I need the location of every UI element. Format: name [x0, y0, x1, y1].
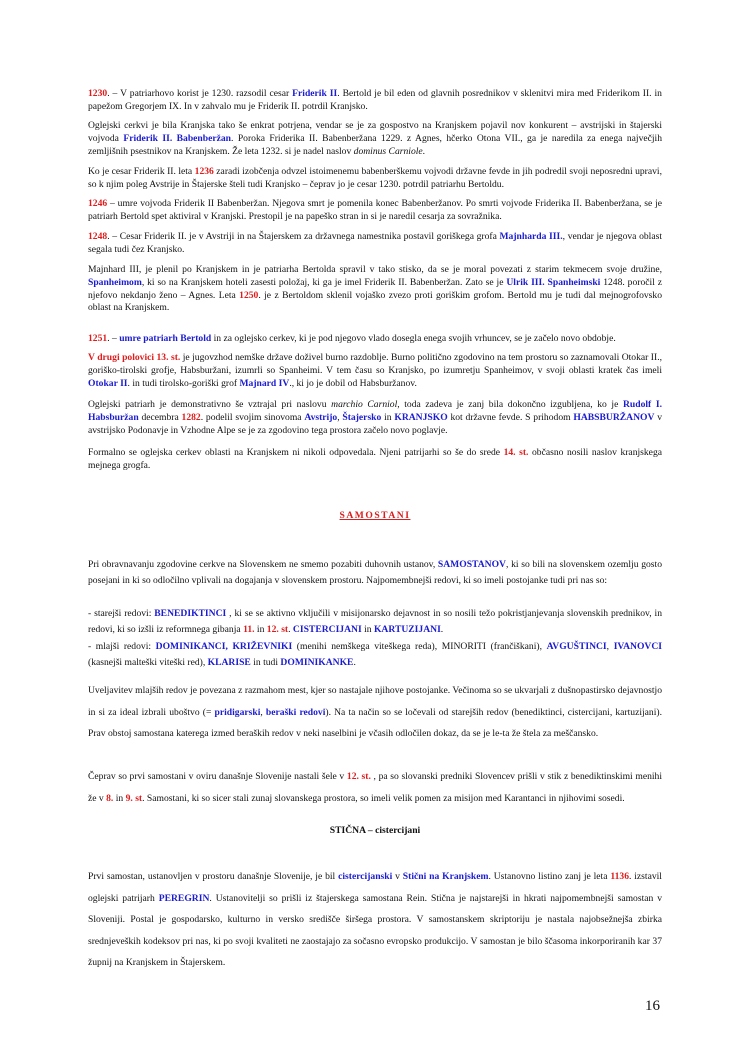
- text-run: Čeprav so prvi samostani v oviru današnje Slovenije nastali šele v: [88, 771, 347, 782]
- paragraph-babenberzan: [88, 120, 662, 158]
- heading-samostani: SAMOSTANI: [339, 510, 411, 521]
- text-run: Pri obravnavanju zgodovine cerkve na Slovenskem ne smemo pozabiti duhovnih ustanov,: [88, 559, 438, 570]
- text-run: .: [422, 145, 426, 157]
- highlight-date: 1246: [88, 198, 108, 209]
- highlight-date: 1250: [239, 289, 259, 301]
- text-run: . Poroka Friderika II. Babenberžana 1229. z Agnes, hčerko Otona VII., ga je naredila za enega največjih zemljišnih psestnikov na Kranjskem. Že leta 1232. si je nadel naslov: [88, 132, 663, 157]
- text-run: – umre vojvoda Friderik II Babenberžan. Njegova smrt je pomenila konec Babenberžanov. Po smrti vojvode Friderika II. Babenberžana, se je patriarh Bertold spet aktiviral v Kranjski. Prestopil je na papeško stran in si je naredil cesarja za sovražnika.: [88, 198, 662, 222]
- text-run: kot državne fevde. S prihodom: [447, 411, 574, 423]
- highlight-name: Štajersko: [342, 411, 382, 423]
- text-run: , vendar je njegova oblast segala tudi čez Kranjsko.: [88, 231, 662, 255]
- text-run: . podelil svojim sinovoma: [200, 411, 305, 423]
- highlight-name: Avstrijo: [304, 411, 338, 423]
- text-run: . – V patriarhovo korist je 1230. razsodil cesar: [107, 88, 293, 99]
- page-number: 16: [645, 998, 660, 1014]
- highlight-date: 12. st.: [346, 771, 371, 782]
- paragraph-1236: [88, 166, 662, 192]
- text-run: decembra: [138, 411, 182, 423]
- text-run: in tudi: [250, 657, 281, 669]
- text-run: .: [288, 624, 293, 636]
- highlight-name: Friderik II: [292, 88, 338, 99]
- text-run: ., ki jo je dobil od Habsburžanov.: [289, 377, 417, 389]
- highlight-date: 1251: [88, 333, 108, 344]
- highlight-name: DOMINIKANCI, KRIŽEVNIKI: [155, 641, 293, 652]
- paragraph-1230: [88, 88, 662, 114]
- highlight-date: 12. st: [266, 624, 289, 636]
- text-run: .: [440, 624, 444, 636]
- list-item-younger-orders: [88, 639, 662, 672]
- text-run: Oglejski cerkvi je bila Kranjska tako še enkrat potrjena, vendar se je za gospostvo na Kranjskem pojavil nov konkurent – avstrijski in štajerski vojvoda: [88, 120, 662, 144]
- text-run: . je z Bertoldom sklenil vojaško zvezo proti goriškim grofom. Bertold mu je tudi dal mejnogrofovsko oblast na Kranjskem.: [88, 289, 662, 314]
- highlight-date: 1248: [88, 231, 108, 242]
- text-run: Majnhard III, je plenil po Kranjskem in je patriarha Bertolda spravil v tako stisko, da se je moral povezati z starim tekmecem svoje družine,: [88, 264, 662, 275]
- highlight-name: KLARISE: [207, 657, 251, 669]
- list-item-older-orders: [88, 606, 662, 639]
- highlight-date: 11.: [243, 624, 255, 636]
- text-run: in za oglejsko cerkev, ki je pod njegovo vlado dosegla enega svojih vrhuncev, se je začelo novo obdobje.: [211, 333, 616, 344]
- text-run: Oglejski patriarh je demonstrativno še vztrajal pri naslovu: [88, 399, 332, 410]
- highlight-name: Ulrik III. Spanheimski: [506, 276, 601, 288]
- highlight-name: BENEDIKTINCI: [154, 608, 227, 619]
- highlight-name: Rudolf I. Habsburžan: [88, 399, 662, 423]
- text-run: ,: [606, 641, 614, 652]
- text-run: , pa so slovanski predniki Slovencev prišli v stik z benediktinskimi menihi že v: [88, 771, 663, 804]
- heading-sticna: STIČNA – cistercijani: [329, 825, 421, 836]
- highlight-name: Majnard IV: [239, 377, 290, 389]
- text-run: (kasnejši malteški viteški red),: [88, 657, 208, 669]
- text-run: ). Na ta način so se ločevali od starejših redov (benediktinci, cistercijani, kartuzijani). Prav obstoj samostana katerega izmed beraških redov v neki naselbini je včasih odločilen dokaz, da se je le-ta že štela za meščansko.: [88, 706, 662, 739]
- italic-term: dominus Carniole: [353, 145, 423, 157]
- text-run: , ki se se aktivno vključili v misijonarsko dejavnost in so nosili težo pokristjanjevanja slovenskih prednikov, in redovi, ki so izšli iz reformnega gibanja: [88, 608, 662, 636]
- text-run: in: [254, 624, 267, 636]
- text-run: - mlajši redovi:: [88, 641, 156, 652]
- text-run: , ki so bili na slovenskem ozemlju gosto posejani in ki so odločilno vplivali na dogajanja v slovenskem prostoru. Najpomembnejši redovi, ki so imeli postojanke tudi pri nas so:: [88, 559, 662, 587]
- highlight-name: Majnharda III.: [499, 231, 563, 242]
- paragraph-samostanov: [88, 557, 662, 590]
- paragraph-1251: [88, 333, 662, 346]
- highlight-date: 8.: [106, 792, 114, 804]
- highlight-name: AVGUŠTINCI: [546, 641, 607, 652]
- highlight-name: SAMOSTANOV: [437, 559, 506, 570]
- text-run: zaradi izobčenja odvzel istoimenemu babenberškemu vojvodi državne fevde in jih podredil svoji neposredni upravi, so k njim poleg Avstrije in Štajerske šteli tudi Kranjsko – čeprav jo je cesar 1230. potrdil patriarhu Bertoldu.: [88, 166, 662, 190]
- paragraph-majnhard: [88, 264, 662, 315]
- text-run: in: [361, 624, 374, 636]
- highlight-name: cistercijanski: [338, 871, 393, 882]
- highlight-date: 1136: [610, 871, 629, 882]
- text-run: Ko je cesar Friderik II. leta: [88, 166, 195, 177]
- text-run: . Bertold je bil eden od glavnih posrednikov v sklenitvi mira med Friderikom II. in papežom Gregorjem IX. In v zahvalo mu je Friderik II. potrdil Kranjsko.: [88, 88, 662, 112]
- paragraph-formalno: [88, 447, 662, 473]
- text-run: . in tudi tirolsko-goriški grof: [127, 377, 240, 389]
- paragraph-13-century: [88, 352, 662, 390]
- text-run: občasno nosili naslov kranjskega mejnega grogfa.: [88, 447, 662, 471]
- highlight-name: PEREGRIN: [158, 892, 210, 904]
- text-run: . Ustanovitelji so prišli iz štajerskega samostana Rein. Stična je najstarejši in hkrati najpomembnejši samostan v Sloveniji. Postal je gospodarsko, kulturno in versko središče širšega prostora. V samostanskem skriptoriju je nastala najobsežnejša zbirka srednjeveških kodeksov pri nas, ki po svoji kvaliteti ne zaostajajo za sočasno evropsko produkcijo. V samostan je bilo ščasoma inkorporiranih kar 37 župnij na Kranjskem in Štajerskem.: [88, 892, 663, 968]
- highlight-date: V drugi polovici 13. st.: [88, 352, 181, 363]
- text-run: . – Cesar Friderik II. je v Avstriji in na Štajerskem za državnega namestnika postavil goriškega grofa: [107, 231, 500, 242]
- text-run: .: [353, 657, 356, 669]
- highlight-date: 9. st: [125, 792, 143, 804]
- text-run: . izstavil oglejski patrijarh: [88, 871, 662, 904]
- text-run: (menihi nemškega viteškega reda), MINORITI (frančiškani),: [292, 641, 547, 652]
- paragraph-ceprav: [88, 766, 662, 809]
- highlight-name: Stični na Kranjskem: [402, 871, 489, 882]
- highlight-date: 1230: [88, 88, 108, 99]
- paragraph-1248: [88, 231, 662, 257]
- highlight-name: beraški redovi: [265, 706, 326, 718]
- text-run: ,: [337, 411, 343, 423]
- text-run: 1248. poročil z njefovo nekdanjo ženo – Agnes. Leta: [88, 276, 662, 301]
- paragraph-sticna: [88, 866, 662, 974]
- paragraph-uveljavitev: [88, 680, 662, 745]
- highlight-name: IVANOVCI: [613, 641, 663, 652]
- highlight-name: umre patriarh Bertold: [119, 333, 212, 344]
- text-run: . Ustanovno listino zanj je leta: [488, 871, 611, 882]
- text-run: - starejši redovi:: [88, 608, 155, 619]
- highlight-name: Otokar II: [88, 377, 128, 389]
- text-run: in: [113, 792, 126, 804]
- highlight-date: 1282: [181, 411, 201, 423]
- text-run: . –: [107, 333, 120, 344]
- highlight-date: 14. st.: [503, 447, 529, 458]
- paragraph-1246: [88, 198, 662, 224]
- highlight-name: KRANJSKO: [394, 411, 448, 423]
- italic-term: marchio Carniol: [331, 399, 398, 410]
- text-run: , ki so na Kranjskem hoteli zasesti položaj, ki ga je imel Friderik II. Babenberžan. Zato se je: [141, 276, 507, 288]
- text-run: ,: [260, 706, 266, 718]
- highlight-name: Spanheimom: [88, 276, 142, 288]
- highlight-name: pridigarski: [214, 706, 261, 718]
- paragraph-rudolf: [88, 399, 662, 437]
- text-run: in: [381, 411, 395, 423]
- highlight-name: KARTUZIJANI: [373, 624, 441, 636]
- text-run: Prvi samostan, ustanovljen v prostoru današnje Slovenije, je bil: [88, 871, 339, 882]
- highlight-name: Friderik II. Babenberžan: [123, 132, 232, 144]
- text-run: . Samostani, ki so sicer stali zunaj slovanskega prostora, so imeli velik pomen za misijon med Karantanci in njihovimi sosedi.: [142, 792, 625, 804]
- highlight-name: HABSBURŽANOV: [573, 411, 655, 423]
- text-run: , toda zadeva je zanj bila dokončno izgubljena, ko je: [397, 399, 623, 410]
- text-run: je jugovzhod nemške države doživel burno razdoblje. Burno politično zgodovino na tem prostoru so zaznamovali Otokar II., goriško-tirolski grofje, Habsburžani, izumrli so Spanheimi. V tem času so Kranjsko, po izumretju Spanheimov, v svoji oblasti kratek čas imeli: [88, 352, 662, 376]
- text-run: v avstrijsko Podonavje in Vzhodne Alpe se je za zgodovino tega prostora začelo novo poglavje.: [88, 411, 662, 436]
- text-run: Formalno se oglejska cerkev oblasti na Kranjskem ni nikoli odpovedala. Njeni patrijarhi so še do srede: [88, 447, 504, 458]
- text-run: v: [392, 871, 403, 882]
- highlight-name: DOMINIKANKE: [280, 657, 354, 669]
- text-run: Uveljavitev mlajših redov je povezana z razmahom mest, kjer so nastajale njihove postojanke. Večinoma so se ukvarjali z dušnopastirsko dejavnostjo in si za ideal izbrali uboštvo (=: [88, 685, 662, 718]
- highlight-date: 1236: [194, 166, 214, 177]
- highlight-name: CISTERCIJANI: [292, 624, 362, 636]
